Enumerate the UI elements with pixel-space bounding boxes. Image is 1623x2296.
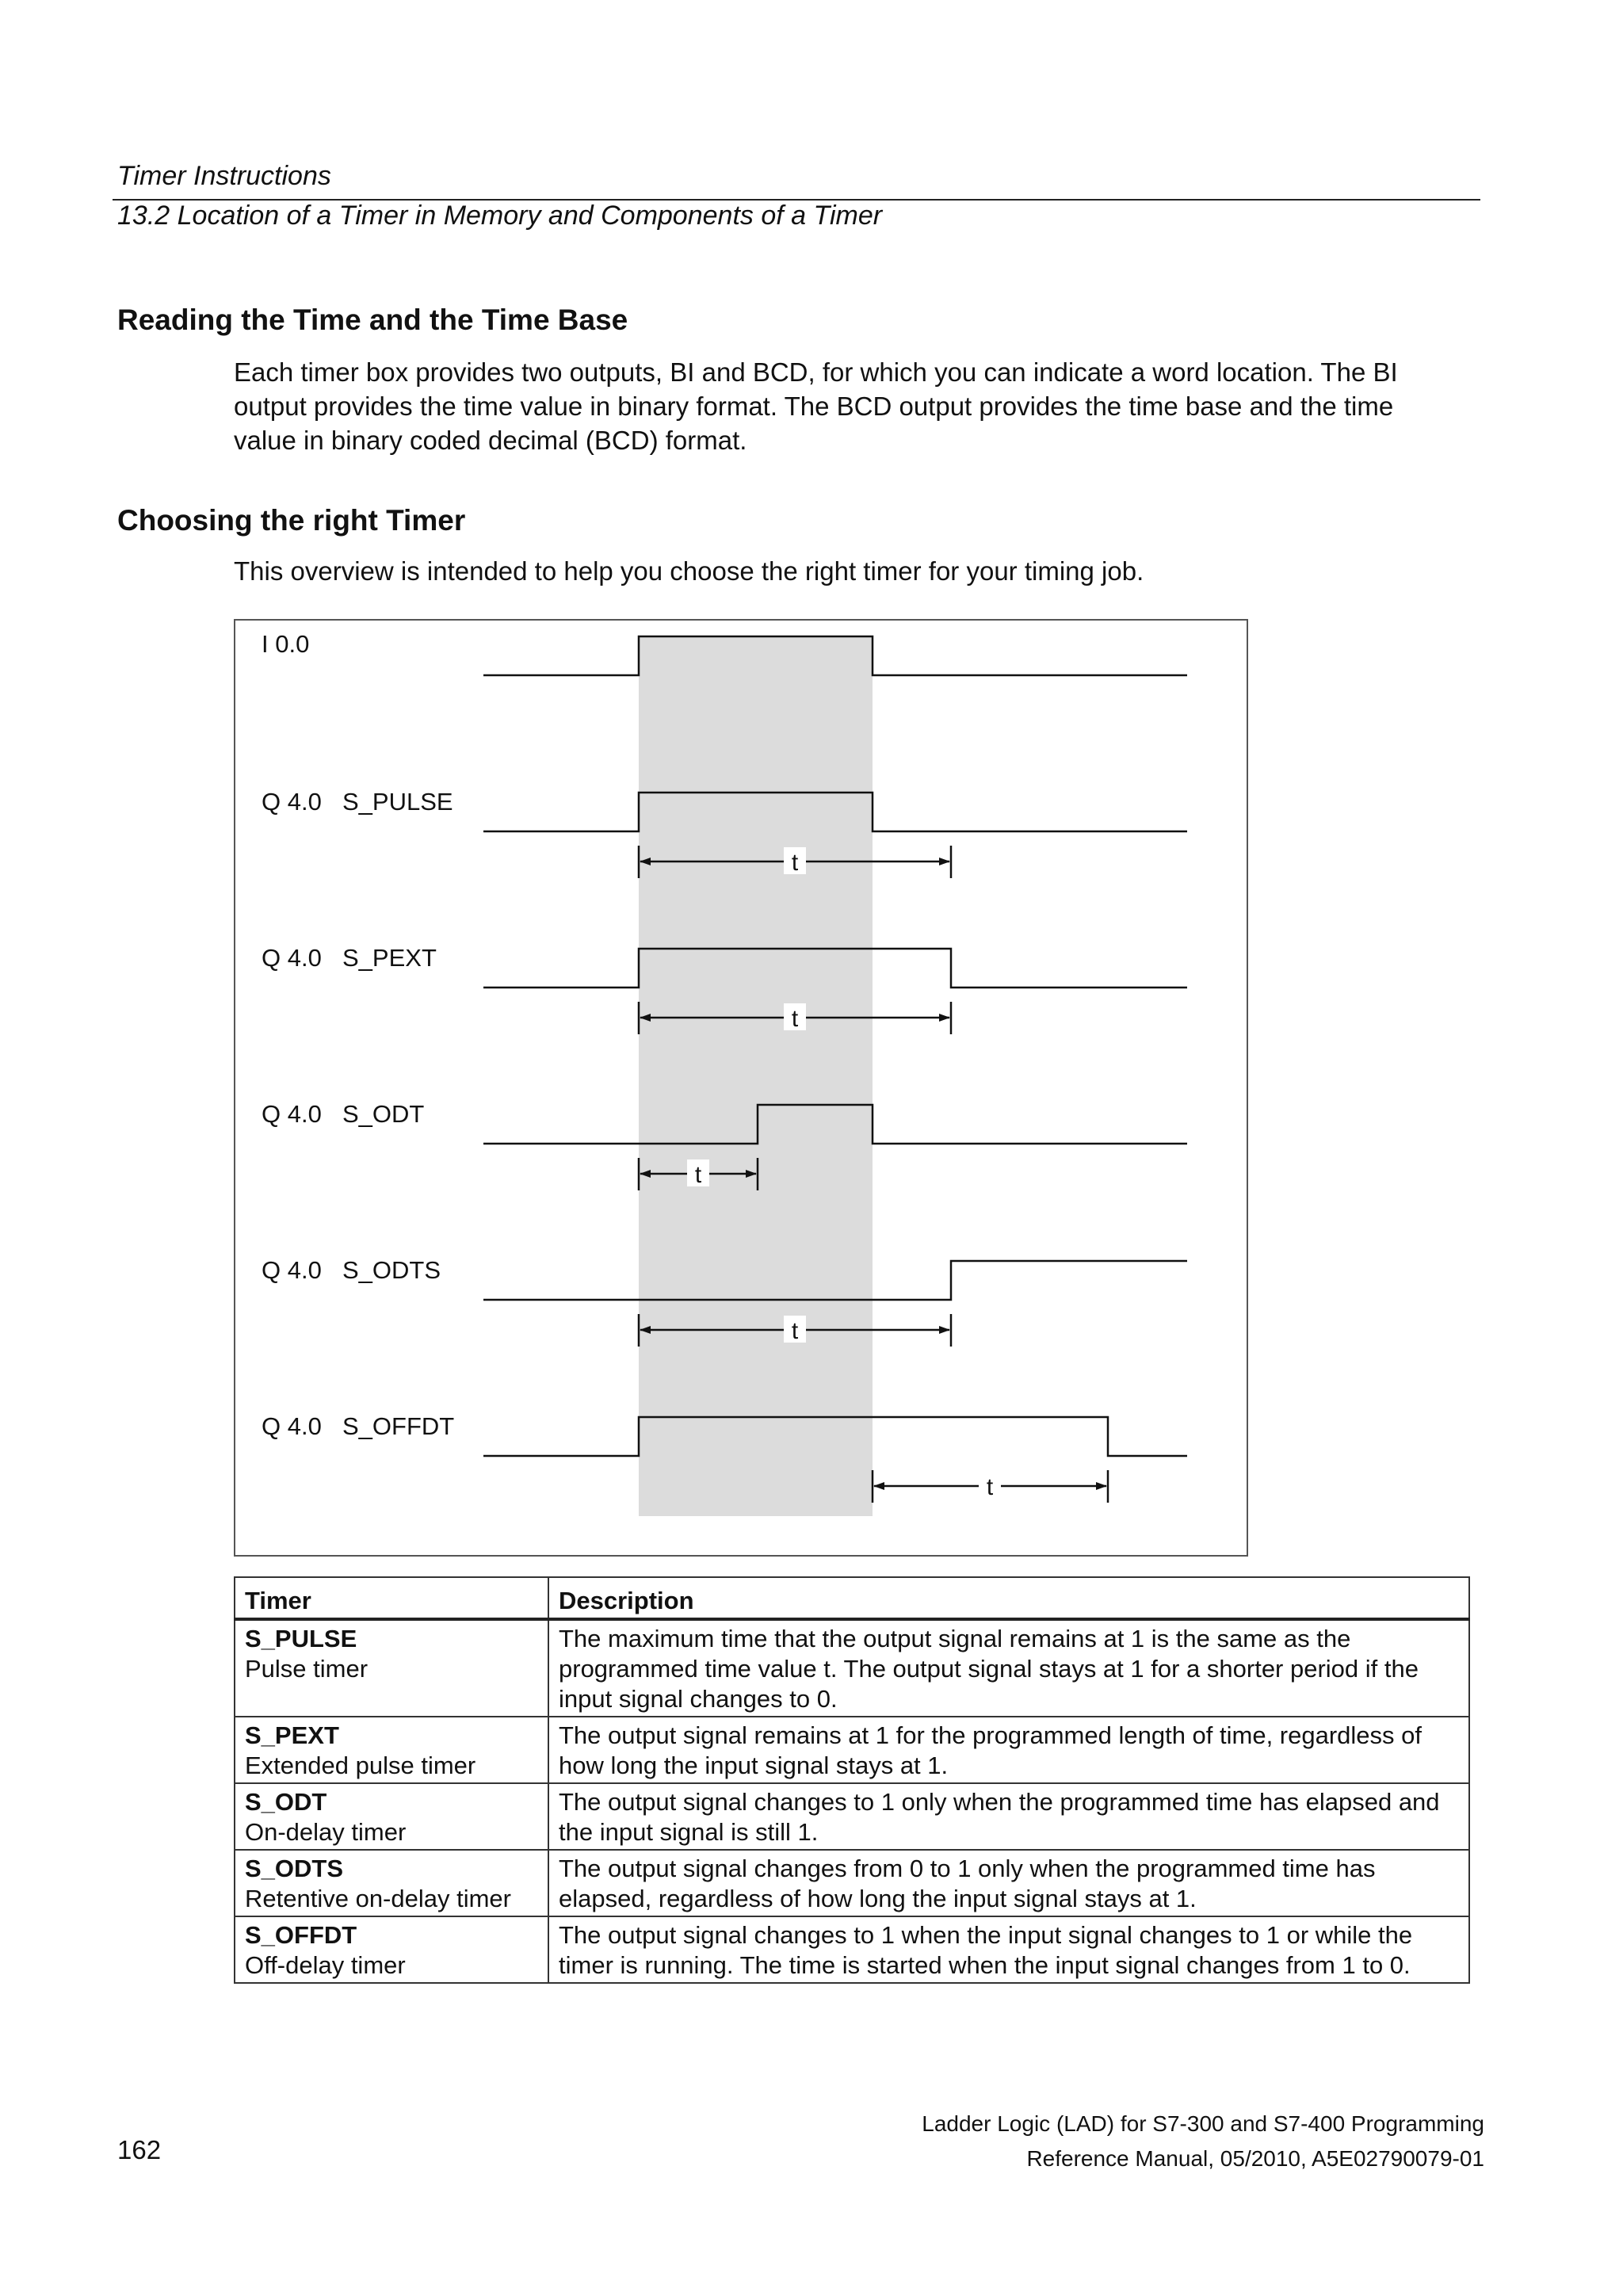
timer-cell: [235, 1619, 548, 1717]
timer-name: S_ODT: [245, 1788, 327, 1816]
signal-name-s-offdt: S_OFFDT: [342, 1412, 455, 1440]
timer-subtitle: Retentive on-delay timer: [245, 1885, 511, 1912]
signal-address-odts: Q 4.0: [262, 1256, 322, 1284]
timer-cell: [235, 1717, 548, 1783]
timer-name: S_ODTS: [245, 1855, 344, 1882]
timer-cell: [235, 1783, 548, 1850]
description-line: timer is running. The time is started when the input signal changes from 1 to 0.: [559, 1951, 1411, 1979]
signal-name-s-pulse: S_PULSE: [342, 788, 453, 816]
timer-overview-table: [234, 1576, 1470, 1984]
time-label-s-pulse: t: [791, 850, 799, 876]
paragraph-line: Each timer box provides two outputs, BI and BCD, for which you can indicate a word location. The BI: [234, 357, 1398, 387]
table-row: [235, 1717, 1469, 1783]
timer-timing-diagram: [234, 619, 1248, 1557]
description-line: The output signal changes to 1 when the input signal changes to 1 or while the: [559, 1921, 1413, 1949]
timer-name: S_PEXT: [245, 1721, 339, 1749]
table-row: [235, 1916, 1469, 1983]
description-line: The output signal changes to 1 only when the programmed time has elapsed and: [559, 1788, 1440, 1816]
section-paragraph-time-base: [234, 355, 1502, 457]
time-label-s-pext: t: [791, 1006, 799, 1032]
signal-address-odt: Q 4.0: [262, 1100, 322, 1128]
description-line: input signal changes to 0.: [559, 1685, 838, 1713]
column-header-description: Description: [548, 1577, 1469, 1619]
input-active-band: [639, 636, 873, 1516]
timing-diagram-svg: [235, 621, 1250, 1558]
running-header-chapter: Timer Instructions: [117, 161, 331, 191]
signal-name-s-pext: S_PEXT: [342, 944, 437, 972]
timer-subtitle: Extended pulse timer: [245, 1752, 476, 1779]
description-line: the input signal is still 1.: [559, 1818, 819, 1846]
table-row: [235, 1619, 1469, 1717]
signal-name-s-odts: S_ODTS: [342, 1256, 441, 1284]
timer-subtitle: On-delay timer: [245, 1818, 407, 1846]
description-cell: [548, 1850, 1469, 1916]
section-heading-time-base: Reading the Time and the Time Base: [117, 304, 628, 336]
description-line: The output signal remains at 1 for the programmed length of time, regardless of: [559, 1721, 1423, 1749]
section-heading-choosing-timer: Choosing the right Timer: [117, 504, 466, 537]
timer-name: S_OFFDT: [245, 1921, 357, 1949]
description-line: The output signal changes from 0 to 1 only when the programmed time has: [559, 1855, 1376, 1882]
description-cell: [548, 1783, 1469, 1850]
timer-name: S_PULSE: [245, 1625, 357, 1652]
timer-subtitle: Off-delay timer: [245, 1951, 406, 1979]
description-cell: [548, 1916, 1469, 1983]
column-header-timer: Timer: [235, 1577, 548, 1619]
running-header-section: 13.2 Location of a Timer in Memory and Components of a Timer: [117, 201, 883, 231]
timer-cell: [235, 1916, 548, 1983]
table-row: [235, 1850, 1469, 1916]
section-paragraph-choosing-timer: This overview is intended to help you choose the right timer for your timing job.: [234, 556, 1144, 586]
signal-name-s-odt: S_ODT: [342, 1100, 425, 1128]
description-cell: [548, 1619, 1469, 1717]
time-label-s-odt: t: [694, 1162, 702, 1188]
table-row: [235, 1783, 1469, 1850]
timer-cell: [235, 1850, 548, 1916]
footer-publication-info: [922, 2107, 1484, 2176]
signal-address-pulse: Q 4.0: [262, 788, 322, 816]
time-label-s-offdt: t: [986, 1474, 994, 1500]
description-line: how long the input signal stays at 1.: [559, 1752, 949, 1779]
footer-manual-title: Ladder Logic (LAD) for S7-300 and S7-400 Programming: [922, 2111, 1484, 2136]
footer-manual-reference: Reference Manual, 05/2010, A5E02790079-01: [1026, 2146, 1484, 2171]
time-label-s-odts: t: [791, 1318, 799, 1344]
description-line: elapsed, regardless of how long the input signal stays at 1.: [559, 1885, 1197, 1912]
signal-address-offdt: Q 4.0: [262, 1412, 322, 1440]
table-header-row: [235, 1577, 1469, 1619]
signal-address-i00: I 0.0: [262, 630, 310, 658]
description-line: The maximum time that the output signal remains at 1 is the same as the: [559, 1625, 1351, 1652]
description-cell: [548, 1717, 1469, 1783]
signal-address-pext: Q 4.0: [262, 944, 322, 972]
paragraph-line: output provides the time value in binary format. The BCD output provides the time base and the time: [234, 392, 1394, 421]
page-number: 162: [117, 2135, 162, 2164]
timer-subtitle: Pulse timer: [245, 1655, 369, 1683]
description-line: programmed time value t. The output signal stays at 1 for a shorter period if the: [559, 1655, 1419, 1683]
paragraph-line: value in binary coded decimal (BCD) format.: [234, 426, 747, 455]
